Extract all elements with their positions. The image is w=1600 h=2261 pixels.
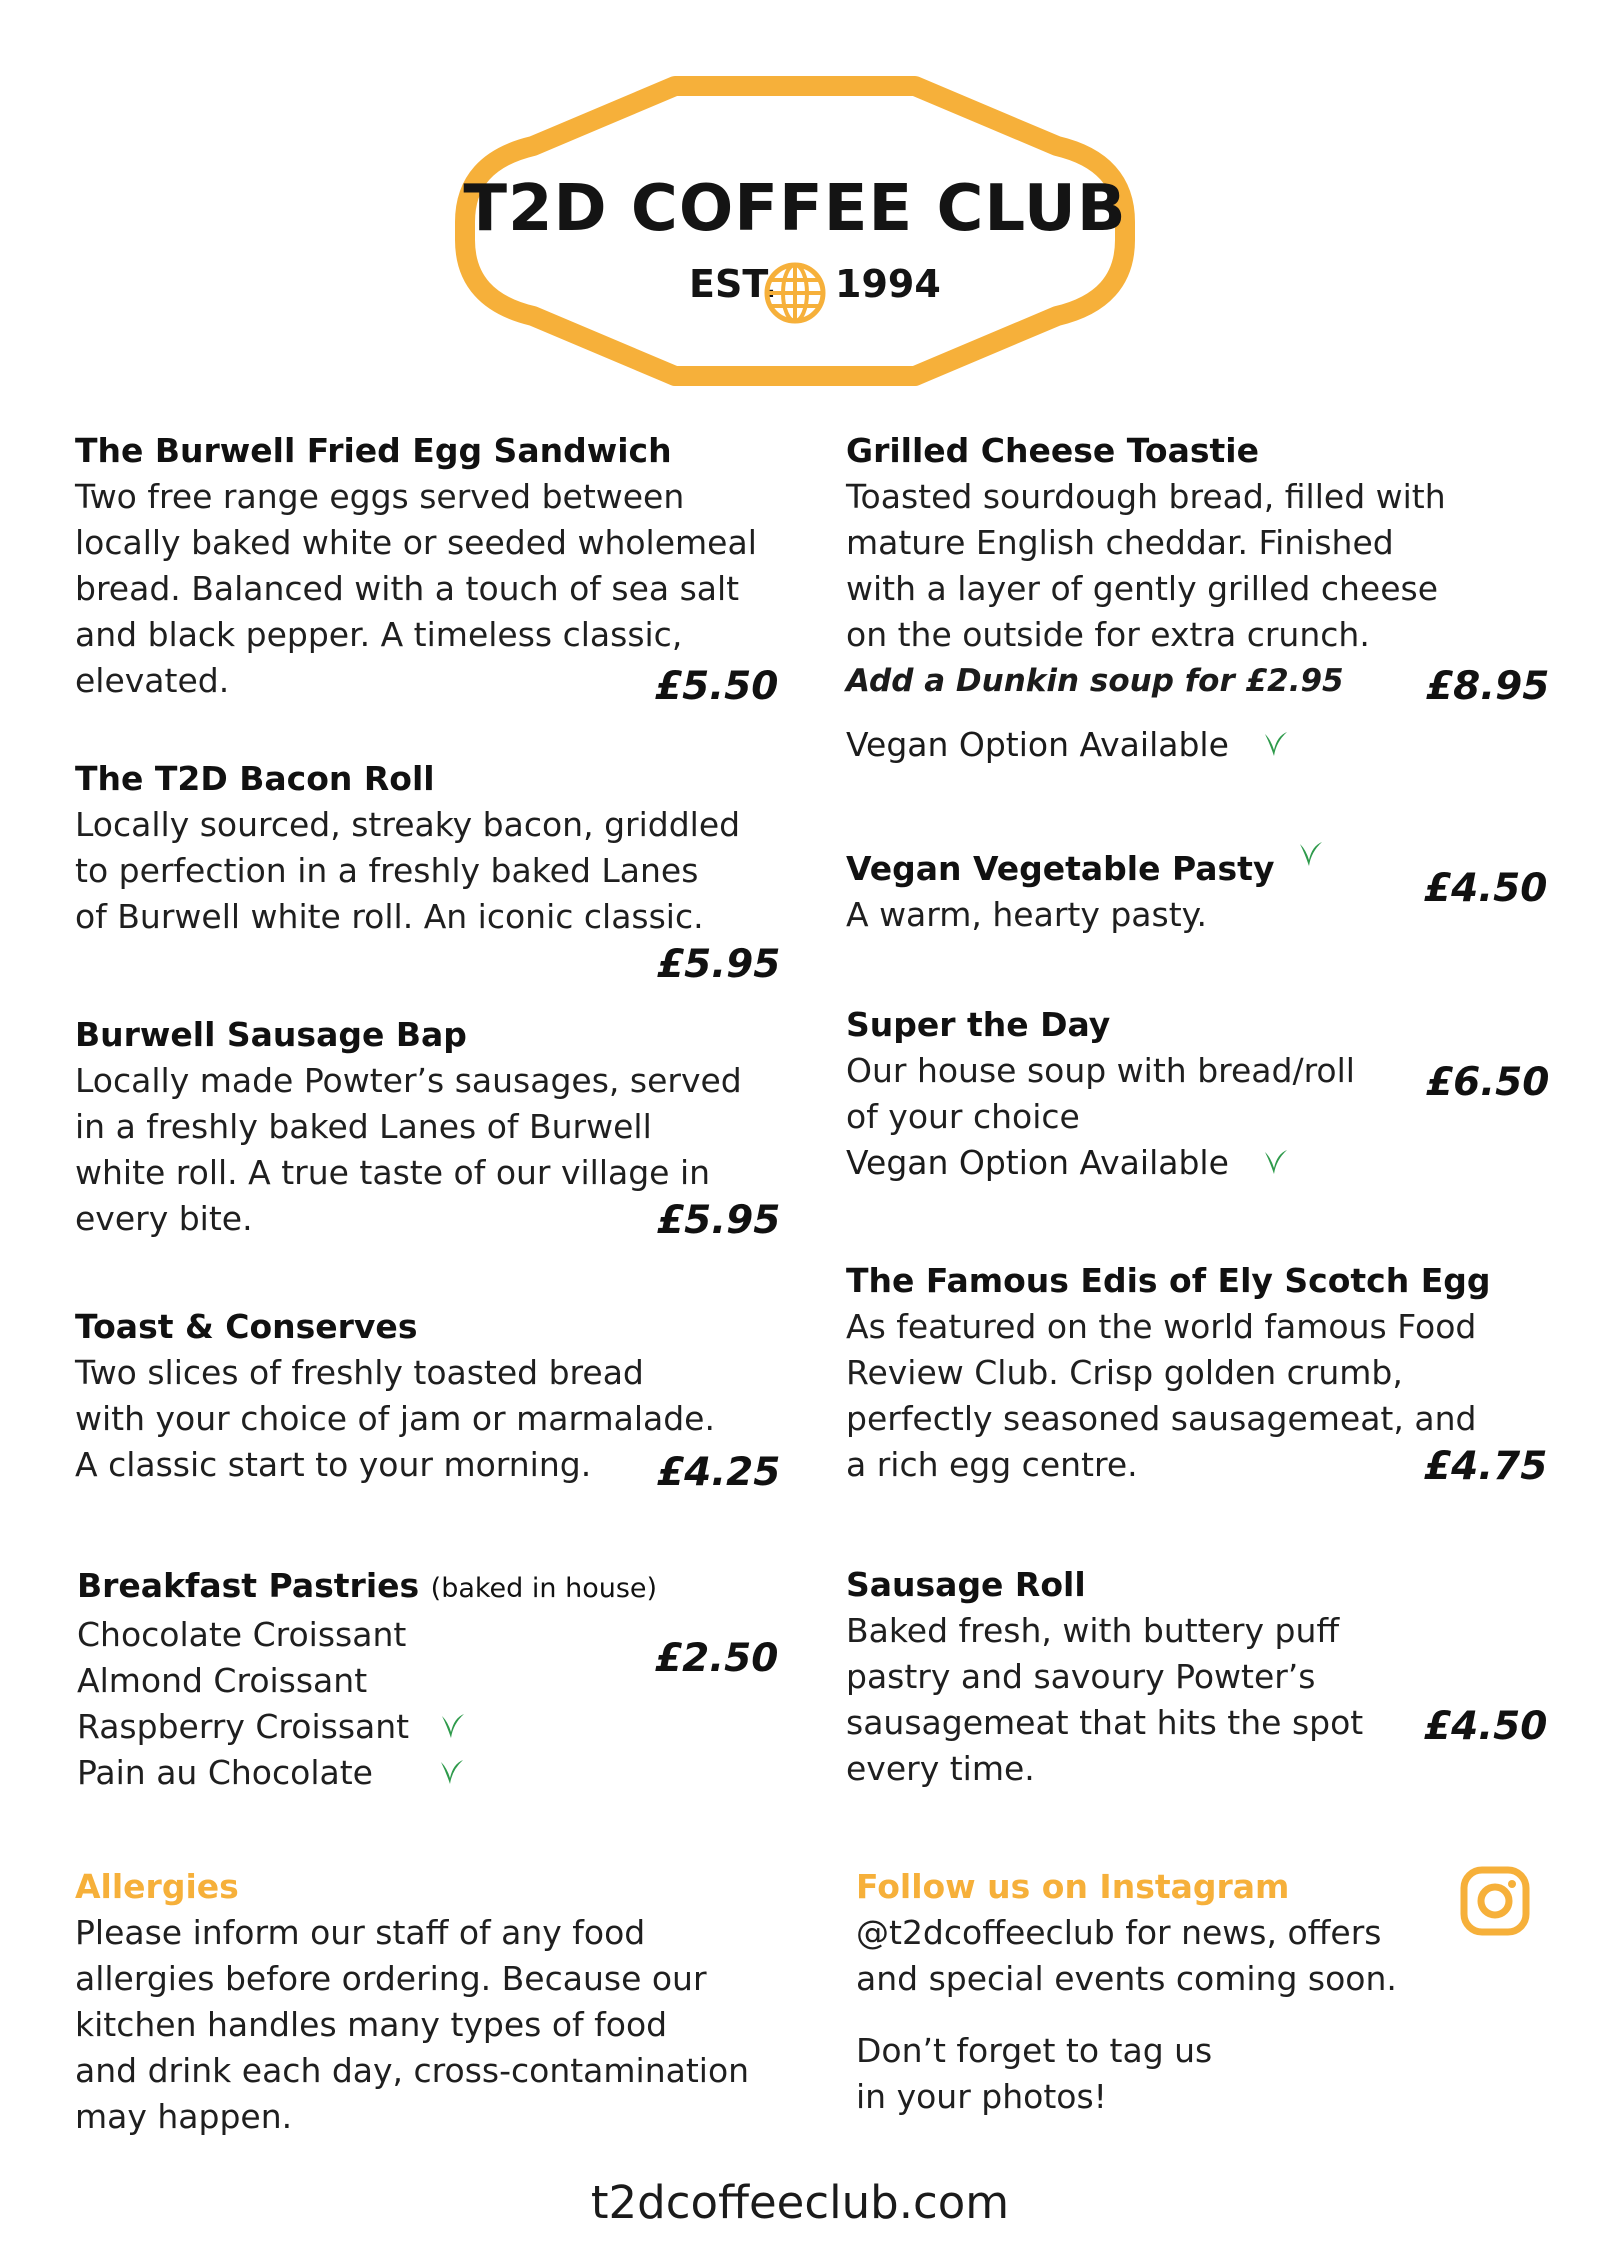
text-line: in your photos! xyxy=(856,2077,1107,2116)
item-price: £5.50 xyxy=(655,664,779,709)
desc-line: mature English cheddar. Finished xyxy=(846,523,1394,562)
instagram-section xyxy=(856,1864,1456,2120)
item-name: Super the Day xyxy=(846,1005,1111,1044)
item-description xyxy=(75,802,775,940)
item-subnote: (baked in house) xyxy=(430,1573,658,1604)
item-price: £6.50 xyxy=(1426,1060,1550,1105)
desc-line: bread. Balanced with a touch of sea salt xyxy=(75,569,740,608)
item-price: £4.75 xyxy=(1424,1444,1548,1489)
text-line: and special events coming soon. xyxy=(856,1959,1397,1998)
desc-line: and black pepper. A timeless classic, xyxy=(75,615,683,654)
vegan-leaf-icon xyxy=(1296,838,1324,870)
desc-line: white roll. A true taste of our village in xyxy=(75,1153,711,1192)
item-description xyxy=(846,1608,1526,1792)
text-line: Don’t forget to tag us xyxy=(856,2031,1213,2070)
desc-line: on the outside for extra crunch. xyxy=(846,615,1370,654)
vegan-leaf-icon xyxy=(438,1710,466,1742)
desc-line: with your choice of jam or marmalade. xyxy=(75,1399,715,1438)
globe-icon xyxy=(762,260,828,326)
item-price: £2.50 xyxy=(655,1636,779,1681)
desc-line: pastry and savoury Powter’s xyxy=(846,1657,1316,1696)
pastry-item: Almond Croissant xyxy=(77,1661,368,1700)
item-name: Toast & Conserves xyxy=(75,1307,418,1346)
item-name: Breakfast Pastries xyxy=(77,1566,420,1605)
item-price: £4.50 xyxy=(1424,1704,1548,1749)
desc-line: Our house soup with bread/roll xyxy=(846,1051,1355,1090)
est-label: EST. xyxy=(689,262,777,306)
vegan-option-label: Vegan Option Available xyxy=(846,1143,1229,1182)
menu-item-sausage-roll xyxy=(846,1562,1526,1792)
desc-line: in a freshly baked Lanes of Burwell xyxy=(75,1107,652,1146)
item-price: £5.95 xyxy=(657,942,781,987)
desc-line: Locally made Powter’s sausages, served xyxy=(75,1061,742,1100)
item-name-row xyxy=(77,1563,777,1612)
vegan-leaf-icon xyxy=(1261,1146,1289,1178)
text-line: may happen. xyxy=(75,2097,293,2136)
pastry-item-vegan xyxy=(77,1704,777,1750)
allergies-heading: Allergies xyxy=(75,1867,239,1906)
spacer xyxy=(856,2002,1456,2028)
desc-line: of Burwell white roll. An iconic classic. xyxy=(75,897,704,936)
vegan-option-row xyxy=(846,1140,1526,1186)
vegan-option-label: Vegan Option Available xyxy=(846,725,1229,764)
desc-line: elevated. xyxy=(75,661,230,700)
desc-line: Baked fresh, with buttery puff xyxy=(846,1611,1340,1650)
allergies-text xyxy=(75,1910,795,2140)
desc-line: Review Club. Crisp golden crumb, xyxy=(846,1353,1403,1392)
desc-line: locally baked white or seeded wholemeal xyxy=(75,523,757,562)
desc-line: sausagemeat that hits the spot xyxy=(846,1703,1364,1742)
vegan-leaf-icon xyxy=(1261,728,1289,760)
desc-line: with a layer of gently grilled cheese xyxy=(846,569,1439,608)
text-line: and drink each day, cross-contamination xyxy=(75,2051,750,2090)
menu-item-fried-egg-sandwich xyxy=(75,428,775,704)
text-line: @t2dcoffeeclub for news, offers xyxy=(856,1913,1382,1952)
instagram-text xyxy=(856,1910,1456,2120)
desc-line: Locally sourced, streaky bacon, griddled xyxy=(75,805,741,844)
item-name: Burwell Sausage Bap xyxy=(75,1015,467,1054)
text-line: Please inform our staff of any food xyxy=(75,1913,646,1952)
item-price: £4.50 xyxy=(1424,866,1548,911)
item-name: Grilled Cheese Toastie xyxy=(846,431,1259,470)
vegan-leaf-icon xyxy=(437,1756,465,1788)
pastry-item: Pain au Chocolate xyxy=(77,1753,373,1792)
item-name: The Famous Edis of Ely Scotch Egg xyxy=(846,1261,1491,1300)
desc-line: perfectly seasoned sausagemeat, and xyxy=(846,1399,1477,1438)
item-name: The Burwell Fried Egg Sandwich xyxy=(75,431,672,470)
text-line: kitchen handles many types of food xyxy=(75,2005,668,2044)
desc-line: Two free range eggs served between xyxy=(75,477,685,516)
item-description xyxy=(846,474,1526,658)
menu-item-bacon-roll xyxy=(75,756,775,940)
pastry-item-vegan xyxy=(77,1750,777,1796)
menu-item-super-the-day xyxy=(846,1002,1526,1186)
desc-line: to perfection in a freshly baked Lanes xyxy=(75,851,699,890)
desc-line: a rich egg centre. xyxy=(846,1445,1138,1484)
desc-line: every bite. xyxy=(75,1199,253,1238)
desc-line: every time. xyxy=(846,1749,1035,1788)
soup-addon-note: Add a Dunkin soup for £2.95 xyxy=(846,663,1344,699)
desc-line: Toasted sourdough bread, filled with xyxy=(846,477,1446,516)
menu-item-grilled-cheese-toastie xyxy=(846,428,1526,768)
allergies-section xyxy=(75,1864,795,2140)
desc-line: of your choice xyxy=(846,1097,1080,1136)
brand-name: T2D COFFEE CLUB xyxy=(463,172,1127,246)
pastry-item: Raspberry Croissant xyxy=(77,1707,410,1746)
est-year: 1994 xyxy=(835,262,941,306)
item-description xyxy=(846,1048,1526,1140)
item-name: Sausage Roll xyxy=(846,1565,1086,1604)
desc-line: A classic start to your morning. xyxy=(75,1445,592,1484)
instagram-icon[interactable] xyxy=(1460,1866,1530,1936)
desc-line: A warm, hearty pasty. xyxy=(846,895,1207,934)
logo-badge xyxy=(425,72,1165,390)
text-line: allergies before ordering. Because our xyxy=(75,1959,707,1998)
item-name: Vegan Vegetable Pasty xyxy=(846,849,1275,888)
vegan-option-row xyxy=(846,722,1526,768)
pastry-item: Chocolate Croissant xyxy=(77,1615,407,1654)
item-name: The T2D Bacon Roll xyxy=(75,759,435,798)
desc-line: As featured on the world famous Food xyxy=(846,1307,1477,1346)
instagram-heading: Follow us on Instagram xyxy=(856,1867,1290,1906)
item-price: £4.25 xyxy=(657,1450,781,1495)
item-price: £8.95 xyxy=(1426,664,1550,709)
desc-line: Two slices of freshly toasted bread xyxy=(75,1353,644,1392)
item-price: £5.95 xyxy=(657,1198,781,1243)
website-link[interactable]: t2dcoffeeclub.com xyxy=(590,2176,1010,2229)
